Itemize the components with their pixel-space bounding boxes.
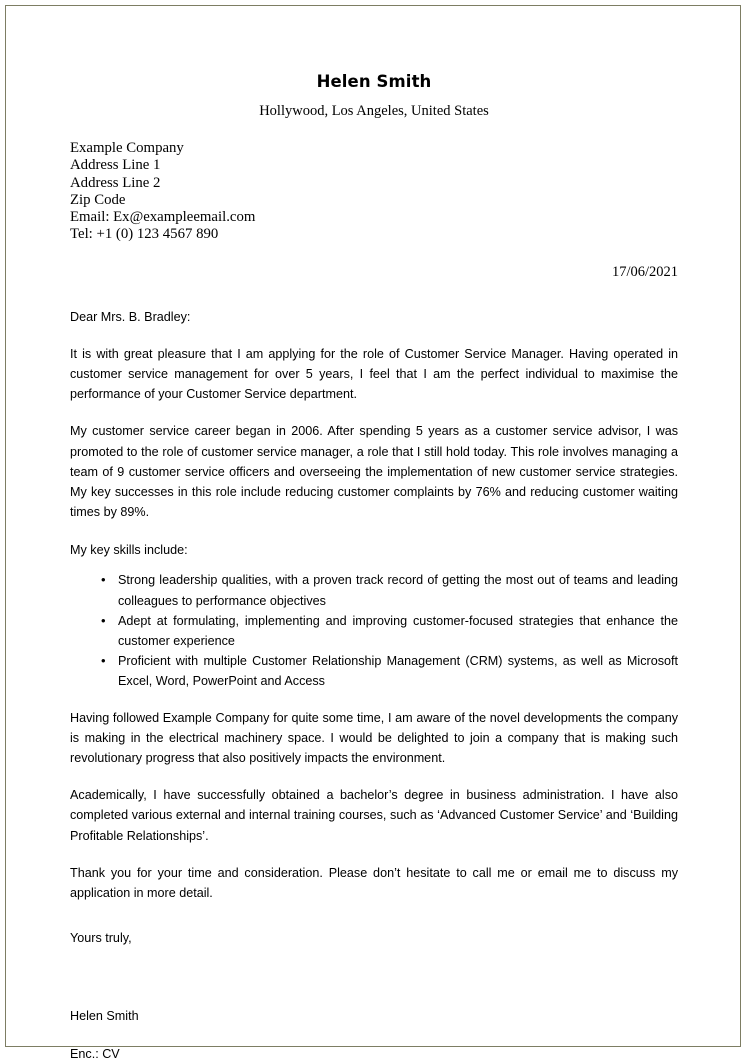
skills-list (70, 570, 678, 691)
recipient-address-block (70, 140, 678, 244)
recipient-line-address-1: Address Line 1 (70, 157, 161, 174)
paragraph-intro: It is with great pleasure that I am applying for the role of Customer Service Manager. Having operated in customer service management for over 5 years, I feel that I am the perfect individual to maximise the performance of your Customer Service department. (70, 346, 678, 402)
bullet-icon: • (101, 572, 106, 588)
list-item (70, 570, 678, 610)
bullet-icon: • (101, 612, 106, 628)
list-item-label: Proficient with multiple Customer Relationship Management (CRM) systems, as well as Microsoft Excel, Word, PowerPoint and Access (118, 654, 678, 689)
paragraph-company: Having followed Example Company for quite some time, I am aware of the novel developments the company is making in the electrical machinery space. I would be delighted to join a company that is making such revolutionary progress that also positively impacts the environment. (70, 710, 678, 765)
list-item-label: Adept at formulating, implementing and improving customer-focused strategies that enhance the customer experience (118, 613, 678, 648)
valediction: Yours truly, (70, 931, 132, 946)
recipient-line-company: Example Company (70, 139, 184, 156)
paragraph-experience: My customer service career began in 2006. After spending 5 years as a customer service advisor, I was promoted to the role of customer service manager, a role that I still hold today. This role involves managing a team of 9 customer service officers and overseeing the implementation of new customer service strategies. My key successes in this role include reducing customer complaints by 76% and reducing customer waiting times by 89%. (70, 424, 678, 520)
signature-name: Helen Smith (70, 1009, 139, 1024)
enclosure-note: Enc.: CV (70, 1047, 120, 1062)
letter-date: 17/06/2021 (611, 263, 678, 280)
paragraph-education: Academically, I have successfully obtained a bachelor’s degree in business administration. I have also completed various external and internal training courses, such as ‘Advanced Customer Service’ and ‘Building Profitable Relationships’. (70, 788, 678, 843)
list-item (70, 651, 678, 691)
letter-header (70, 0, 678, 120)
paragraph-thanks: Thank you for your time and consideration. Please don’t hesitate to call me or email me to discuss my application in more detail. (70, 865, 678, 900)
recipient-line-email: Email: Ex@exampleemail.com (70, 209, 256, 226)
candidate-location: Hollywood, Los Angeles, United States (259, 102, 489, 119)
recipient-line-telephone: Tel: +1 (0) 123 4567 890 (70, 226, 219, 243)
list-item (70, 611, 678, 651)
recipient-line-zip: Zip Code (70, 191, 126, 208)
bullet-icon: • (101, 653, 106, 669)
recipient-line-address-2: Address Line 2 (70, 174, 161, 191)
page-title: Helen Smith (316, 72, 432, 91)
list-item-label: Strong leadership qualities, with a proven track record of getting the most out of teams and leading colleagues to performance objectives (118, 573, 678, 608)
letter-content (70, 0, 678, 1064)
skills-intro: My key skills include: (70, 543, 188, 558)
salutation: Dear Mrs. B. Bradley: (70, 309, 191, 324)
